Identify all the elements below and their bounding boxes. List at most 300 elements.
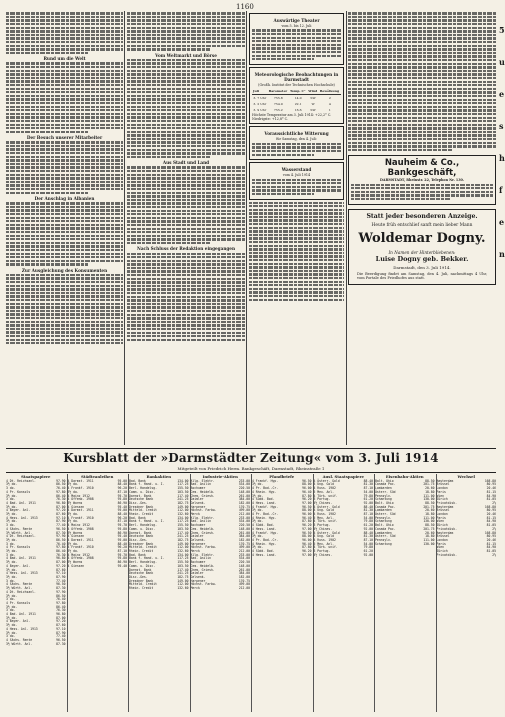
security-name: 4 Türk. unif. — [313, 493, 338, 498]
security-name: 4 Bayer. Anl. — [6, 563, 31, 568]
weather-col-header: Juli — [252, 88, 268, 95]
security-name: Mitteld. Credit — [129, 545, 157, 550]
security-name: Daimler — [190, 534, 204, 539]
security-name: Bad. Anilin — [190, 519, 211, 524]
security-name: 3½ Württ. Anl. — [6, 641, 33, 646]
security-name: 3½ do. — [252, 519, 264, 524]
security-name: 4 Ung. Gold — [313, 534, 334, 539]
cropped-edge — [499, 25, 504, 325]
text-line — [6, 52, 88, 54]
security-name: 3½ do. — [252, 493, 264, 498]
security-price: 20.46 — [486, 512, 496, 517]
weather-cell: 16.6 — [294, 108, 302, 113]
security-price: 80.95 — [486, 482, 496, 487]
security-name: 4 Hess. Land. — [252, 500, 277, 505]
security-price: 86.90 — [117, 500, 127, 505]
security-price: 95.00 — [117, 478, 127, 483]
weather-footer-2: Niedrigste: +12,8° C. — [252, 117, 289, 122]
security-price: 96.20 — [117, 486, 127, 491]
security-name: Disc.-Ges. — [129, 500, 148, 505]
edge-letter: n — [499, 249, 505, 259]
security-price: 87.00 — [56, 560, 66, 565]
security-price: 95.80 — [117, 556, 127, 561]
security-price: 20.60 — [425, 508, 435, 513]
security-price: 87.10 — [117, 489, 127, 494]
security-price: 20.46 — [486, 537, 496, 542]
security-price: 84.90 — [486, 493, 496, 498]
security-price: 88.50 — [425, 523, 435, 528]
forecast-box — [249, 126, 344, 160]
security-name: Bad. Anilin — [190, 482, 211, 487]
security-name: Brüssel — [436, 534, 450, 539]
security-name: Gelsenk. — [190, 537, 206, 542]
security-price: 182.00 — [238, 500, 250, 505]
security-name: 3 do. — [6, 486, 16, 491]
security-name: 3½ do. — [6, 482, 18, 487]
security-name: 4 Hess. Land. — [252, 526, 277, 531]
weather-box — [249, 67, 344, 125]
security-price: 96.40 — [302, 515, 312, 520]
security-price: 86.50 — [56, 537, 66, 542]
security-price: 212.00 — [238, 512, 250, 517]
security-name: Mitteld. Credit — [129, 508, 157, 513]
security-name: 5 Mex. Anl. — [313, 541, 334, 546]
security-price: 384.00 — [238, 571, 250, 576]
security-price: 499.00 — [238, 582, 250, 587]
col1-section-title: Der Besuch unserer Mitarbeiter — [26, 135, 103, 140]
kurs-column-header: Pfandbriefe — [269, 474, 295, 479]
kurs-row — [6, 643, 66, 647]
weather-table — [252, 88, 341, 113]
funeral-text: Die Beerdigung findet am Samstag, den 4. Juli, nachmittags 4 Uhr, vom Portale des Friedhofes aus statt. — [357, 272, 487, 281]
security-name: London — [436, 512, 448, 517]
security-price: 81.30 — [363, 534, 373, 539]
security-price: 81.05 — [486, 497, 496, 502]
security-name: 4 Offenb. 1908 — [67, 497, 94, 502]
security-name: Privatdisk. — [436, 552, 457, 557]
security-name: 3½ do. — [67, 519, 79, 524]
security-price: 88.40 — [363, 530, 373, 535]
security-name: 4 Österr. Gold — [313, 504, 340, 509]
security-name: Paris — [436, 515, 446, 520]
security-name: 4 Darmst. 1911 — [67, 537, 94, 542]
kurs-column-header: Industrie-Aktien — [202, 474, 238, 479]
security-name: 4 Mainz 1912 — [67, 552, 90, 557]
security-name: 4 Giessen — [67, 534, 85, 539]
security-price: 87.30 — [56, 530, 66, 535]
security-name: Merck — [190, 512, 200, 517]
security-price: 97.10 — [56, 626, 66, 631]
security-price: 81.15 — [486, 489, 496, 494]
security-price: 87.90 — [56, 630, 66, 635]
security-name: Darmst. Bank — [129, 530, 152, 535]
security-price: 87.90 — [56, 519, 66, 524]
weather-col-header: Temp. C° — [290, 88, 306, 93]
security-name: 3½ Worms — [67, 530, 83, 535]
kurs-row — [375, 543, 435, 547]
security-name: Chem. Griesh. — [190, 567, 215, 572]
security-price: 95.00 — [117, 508, 127, 513]
security-name: Brüssel — [436, 508, 450, 513]
security-name: 4 Frankf. Hyp. — [252, 478, 279, 483]
security-price: 384.00 — [238, 497, 250, 502]
text-line — [6, 34, 123, 36]
security-name: 3½ do. — [67, 541, 79, 546]
security-price: 87.10 — [363, 486, 373, 491]
security-name: 3 Portug. — [313, 497, 331, 502]
security-price: 130.00 — [423, 497, 435, 502]
security-name: Bank f. Hand. u. I. — [129, 482, 165, 487]
kurs-column-rule — [190, 474, 191, 712]
kurs-column — [129, 474, 189, 712]
security-price: 76.40 — [56, 541, 66, 546]
security-name: Höchst. Farbw. — [190, 582, 217, 587]
security-name: 3½ do. — [6, 504, 18, 509]
security-name: Österr. Süd — [375, 512, 396, 517]
security-name: 4 Dt. Reichsanl. — [6, 534, 36, 539]
bank-ad — [348, 155, 496, 204]
security-name: 3½ do. — [252, 545, 264, 550]
security-price: 95.70 — [117, 523, 127, 528]
column-rule — [124, 11, 125, 445]
security-name: 4 Südd. Bod. — [252, 497, 275, 502]
water-title: Wasserstand — [281, 167, 312, 173]
security-price: 96.00 — [302, 486, 312, 491]
security-price: 132.60 — [177, 549, 189, 554]
security-name: 4 Russ. 1902 — [313, 537, 336, 542]
security-price: 96.50 — [302, 478, 312, 483]
kurs-column — [191, 474, 251, 712]
security-name: 3½ do. — [252, 534, 264, 539]
security-price: 155.50 — [177, 523, 189, 528]
security-price: 95.80 — [117, 497, 127, 502]
security-price: 87.80 — [302, 545, 312, 550]
security-price: 95.00 — [117, 537, 127, 542]
security-name: Cem. Heidelb. — [190, 489, 215, 494]
security-price: 170.75 — [238, 541, 250, 546]
edge-letter: h — [499, 153, 505, 163]
security-price: 96.80 — [56, 556, 66, 561]
security-price: 212.00 — [238, 549, 250, 554]
kurs-row — [191, 587, 251, 591]
security-price: 182.00 — [238, 574, 250, 579]
weather-cell: 3. 9 Uhr — [253, 108, 267, 113]
security-price: 201.75 — [423, 482, 435, 487]
security-price: 87.10 — [117, 519, 127, 524]
security-name: Schantung — [375, 519, 392, 524]
security-name: 5 Mex. Anl. — [313, 489, 334, 494]
security-name: 3½ Worms — [67, 560, 83, 565]
security-name: London — [436, 486, 448, 491]
security-name: 4 Frankf. Hyp. — [252, 530, 279, 535]
security-name: Berl. Handelsg. — [129, 560, 157, 565]
weather-cell: 3. 2 Uhr — [253, 102, 267, 107]
security-name: 3½ do. — [6, 512, 18, 517]
security-price: 201.75 — [423, 504, 435, 509]
security-name: 3½ do. — [6, 567, 18, 572]
security-price: 61.20 — [363, 523, 373, 528]
security-name: Brüssel — [436, 482, 450, 487]
notice-title: Statt jeder besonderen Anzeige. — [366, 212, 478, 220]
security-name: Bank f. Hand. u. I. — [129, 556, 165, 561]
security-price: 76.40 — [56, 597, 66, 602]
security-name: 3½ Worms — [67, 500, 83, 505]
security-name: 3½ do. — [6, 519, 18, 524]
security-price: 384.00 — [238, 534, 250, 539]
security-name: 4 Österr. Gold — [313, 530, 340, 535]
security-price: 168.80 — [484, 504, 496, 509]
security-name: 3½ Württ. Anl. — [6, 586, 33, 591]
security-name: 4 Russ. 1902 — [313, 486, 336, 491]
security-name: 4 Giessen — [67, 563, 85, 568]
security-price: 97.10 — [56, 515, 66, 520]
security-price: 88.40 — [363, 504, 373, 509]
column-2 — [127, 11, 245, 445]
security-name: 3½ do. — [67, 512, 79, 517]
security-price: 148.00 — [238, 563, 250, 568]
security-price: 20.60 — [425, 486, 435, 491]
security-price: 86.50 — [56, 482, 66, 487]
security-name: 4 Sächs. Rente — [6, 582, 33, 587]
security-price: 80.95 — [486, 534, 496, 539]
security-price: 95.40 — [117, 504, 127, 509]
deceased-name: Woldemar Dogny. — [358, 231, 486, 247]
text-line — [6, 37, 123, 39]
security-name: Darmst. Bank — [129, 567, 152, 572]
kurs-column-header: Wechsel — [457, 474, 475, 479]
security-price: 241.25 — [177, 534, 189, 539]
security-name: 4 Rhein. Hyp. — [252, 515, 277, 520]
security-price: 87.10 — [117, 549, 127, 554]
security-price: 87.00 — [56, 615, 66, 620]
edge-letter: 5 — [499, 25, 505, 35]
security-name: 4 Pr. Bod.-Cr. — [252, 537, 279, 542]
security-price: 112.00 — [177, 545, 189, 550]
security-price: 87.60 — [56, 623, 66, 628]
security-name: Cem. Heidelb. — [190, 526, 215, 531]
security-name: Chem. Griesh. — [190, 493, 215, 498]
edge-letter: f — [499, 185, 503, 195]
security-price: 88.40 — [117, 541, 127, 546]
security-name: Bochumer — [190, 523, 206, 528]
column-1 — [6, 11, 123, 445]
weather-col-header: Bewölkung — [319, 88, 340, 93]
security-price: 87.30 — [56, 586, 66, 591]
security-name: 4 Frankf. 1910 — [67, 515, 94, 520]
security-name: 3 do. — [6, 578, 16, 583]
security-name: Daimler — [190, 571, 204, 576]
security-price: 111.00 — [423, 515, 435, 520]
security-name: 4 Pr. Konsols — [6, 600, 31, 605]
security-name: 3 do. — [6, 497, 16, 502]
security-price: 20.60 — [425, 530, 435, 535]
security-name: Schantung — [375, 541, 392, 546]
security-name: 4 Darmst. 1911 — [67, 478, 94, 483]
theater-subtitle: vom 5. bis 12. Juli — [281, 24, 312, 28]
security-name: 3 do. — [6, 597, 16, 602]
kurs-row — [252, 554, 312, 558]
column-3 — [249, 11, 344, 445]
security-price: 96.50 — [302, 504, 312, 509]
weather-row — [252, 94, 341, 101]
security-name: Daimler — [190, 497, 204, 502]
kurs-column — [6, 474, 66, 712]
forecast-subtitle: für Samstag, den 4. Juli: — [276, 137, 317, 142]
kursblatt-title: Kursblatt der »Darmstädter Zeitung« vom 3. Juli 1914 — [63, 451, 439, 465]
security-price: 96.20 — [117, 515, 127, 520]
security-price: 117.25 — [177, 482, 189, 487]
security-price: 97.10 — [56, 571, 66, 576]
security-name: 3½ do. — [6, 537, 18, 542]
security-name: 4 Russ. 1902 — [313, 512, 336, 517]
security-name: 3½ do. — [6, 560, 18, 565]
text-line — [6, 19, 123, 21]
security-price: 76.30 — [56, 608, 66, 613]
security-price: 76.40 — [56, 486, 66, 491]
kurs-column — [252, 474, 312, 712]
security-name: Merck — [190, 586, 200, 591]
weather-header-row — [252, 88, 341, 95]
weather-cell: 2 — [328, 95, 331, 100]
security-name: Pennsylv. — [375, 493, 392, 498]
security-price: 88.00 — [302, 482, 312, 487]
weather-cell: 1 — [328, 108, 331, 113]
security-name: 3 do. — [6, 608, 16, 613]
security-price: 61.20 — [363, 497, 373, 502]
security-price: 134.00 — [177, 552, 189, 557]
security-name: 3½ do. — [6, 630, 18, 635]
security-name: Privatdisk. — [436, 526, 457, 531]
security-name: Harpener — [190, 578, 206, 583]
security-name: Dresdner Bank — [129, 541, 154, 546]
security-name: Gelsenk. — [190, 574, 206, 579]
kurs-column — [68, 474, 128, 712]
security-price: 81.05 — [486, 523, 496, 528]
security-price: 87.80 — [302, 519, 312, 524]
security-name: 3 do. — [6, 634, 16, 639]
bank-ad-address: DARMSTADT, Rheinstr. 22, Telephon Nr. 130. — [380, 178, 464, 183]
security-price: 88.00 — [302, 508, 312, 513]
security-name: Lombarden — [375, 508, 392, 513]
security-price: 2⅞ — [492, 500, 496, 505]
weather-cell: W — [311, 102, 315, 107]
security-name: Höchst. Farbw. — [190, 508, 217, 513]
security-price: 233.00 — [238, 552, 250, 557]
security-price: 86.90 — [117, 530, 127, 535]
death-notice — [348, 209, 496, 285]
security-price: 261.00 — [238, 493, 250, 498]
security-name: Deutsche Bank — [129, 571, 154, 576]
text-line — [6, 30, 123, 32]
kurs-column-rule — [128, 474, 129, 712]
col2-section-title: Nach Schluss der Redaktion eingegangen — [137, 246, 235, 252]
column-rule — [246, 11, 247, 445]
weather-cell: SW — [310, 95, 316, 100]
security-name: 3½ do. — [6, 574, 18, 579]
security-price: 220.50 — [238, 486, 250, 491]
security-name: 4 Mainz 1912 — [67, 493, 90, 498]
security-price: 149.00 — [177, 541, 189, 546]
security-price: 84.90 — [486, 519, 496, 524]
security-name: Darmst. Bank — [129, 493, 152, 498]
security-price: 96.50 — [56, 637, 66, 642]
security-name: Zürich — [436, 497, 448, 502]
security-price: 117.40 — [177, 567, 189, 572]
security-price: 96.20 — [302, 549, 312, 554]
security-price: 95.40 — [117, 534, 127, 539]
security-name: Wien — [436, 519, 444, 524]
weather-cell: 755.8 — [273, 95, 283, 100]
security-price: 54.00 — [363, 541, 373, 546]
security-name: 4 Rhein. Hyp. — [252, 541, 277, 546]
security-name: 4 Südd. Bod. — [252, 549, 275, 554]
security-name: 3½ do. — [252, 482, 264, 487]
security-price: 261.00 — [238, 567, 250, 572]
security-price: 96.00 — [302, 512, 312, 517]
security-price: 87.10 — [363, 512, 373, 517]
notice-subtitle: Heute früh entschlief sanft mein lieber Mann — [371, 222, 473, 228]
security-name: 3 Portug. — [313, 549, 331, 554]
security-price: 182.75 — [177, 500, 189, 505]
security-name: 4 Rhein. Hyp. — [252, 489, 277, 494]
security-price: 97.90 — [56, 589, 66, 594]
kurs-column — [375, 474, 435, 712]
kurs-row — [129, 587, 189, 591]
security-name: Österr. Süd — [375, 534, 396, 539]
security-name: 3½ do. — [67, 489, 79, 494]
security-name: Harpener — [190, 541, 206, 546]
security-price: 97.20 — [56, 508, 66, 513]
security-name: Bank f. Hand. u. I. — [129, 519, 165, 524]
kurs-column-header: Staatspapiere — [21, 474, 51, 479]
theater-box — [249, 13, 344, 65]
security-price: 96.20 — [117, 545, 127, 550]
kurs-column-rule — [67, 474, 68, 712]
weather-footer: Höchste Temperatur am 3. Juli 1914: +22,2° C. — [252, 113, 332, 118]
security-price: 95.80 — [117, 526, 127, 531]
security-name: Rhein. Credit — [129, 512, 154, 517]
security-price: 95.70 — [117, 552, 127, 557]
security-price: 77.40 — [56, 578, 66, 583]
kurs-column-header: Bankaktien — [146, 474, 172, 479]
security-name: 4 Türk. unif. — [313, 545, 338, 550]
edge-letter: e — [499, 217, 505, 227]
security-price: 534.00 — [238, 482, 250, 487]
security-name: Cem. Heidelb. — [190, 563, 215, 568]
security-name: Lombarden — [375, 486, 392, 491]
security-name: 4 Ung. Gold — [313, 508, 334, 513]
security-name: 4 Mainz 1912 — [67, 523, 90, 528]
security-price: 96.80 — [56, 500, 66, 505]
security-name: Bochumer — [190, 486, 206, 491]
security-price: 103.50 — [177, 563, 189, 568]
security-price: 103.50 — [177, 526, 189, 531]
security-name: 4½ Chines. — [313, 526, 333, 531]
security-name: Allg. Elektr. — [190, 515, 215, 520]
security-price: 170.75 — [238, 504, 250, 509]
place-date: Darmstadt, den 3. Juli 1914. — [393, 265, 451, 271]
security-name: 3½ do. — [6, 549, 18, 554]
kurs-column-rule — [251, 474, 252, 712]
security-price: 77.40 — [56, 523, 66, 528]
security-name: 4 Frankf. 1910 — [67, 486, 94, 491]
kurs-row — [437, 554, 497, 558]
security-price: 92.00 — [363, 552, 373, 557]
text-line — [6, 23, 123, 25]
security-name: Amsterdam — [436, 478, 454, 483]
security-name: Wien — [436, 493, 444, 498]
weather-col-header: Wind — [308, 88, 318, 93]
